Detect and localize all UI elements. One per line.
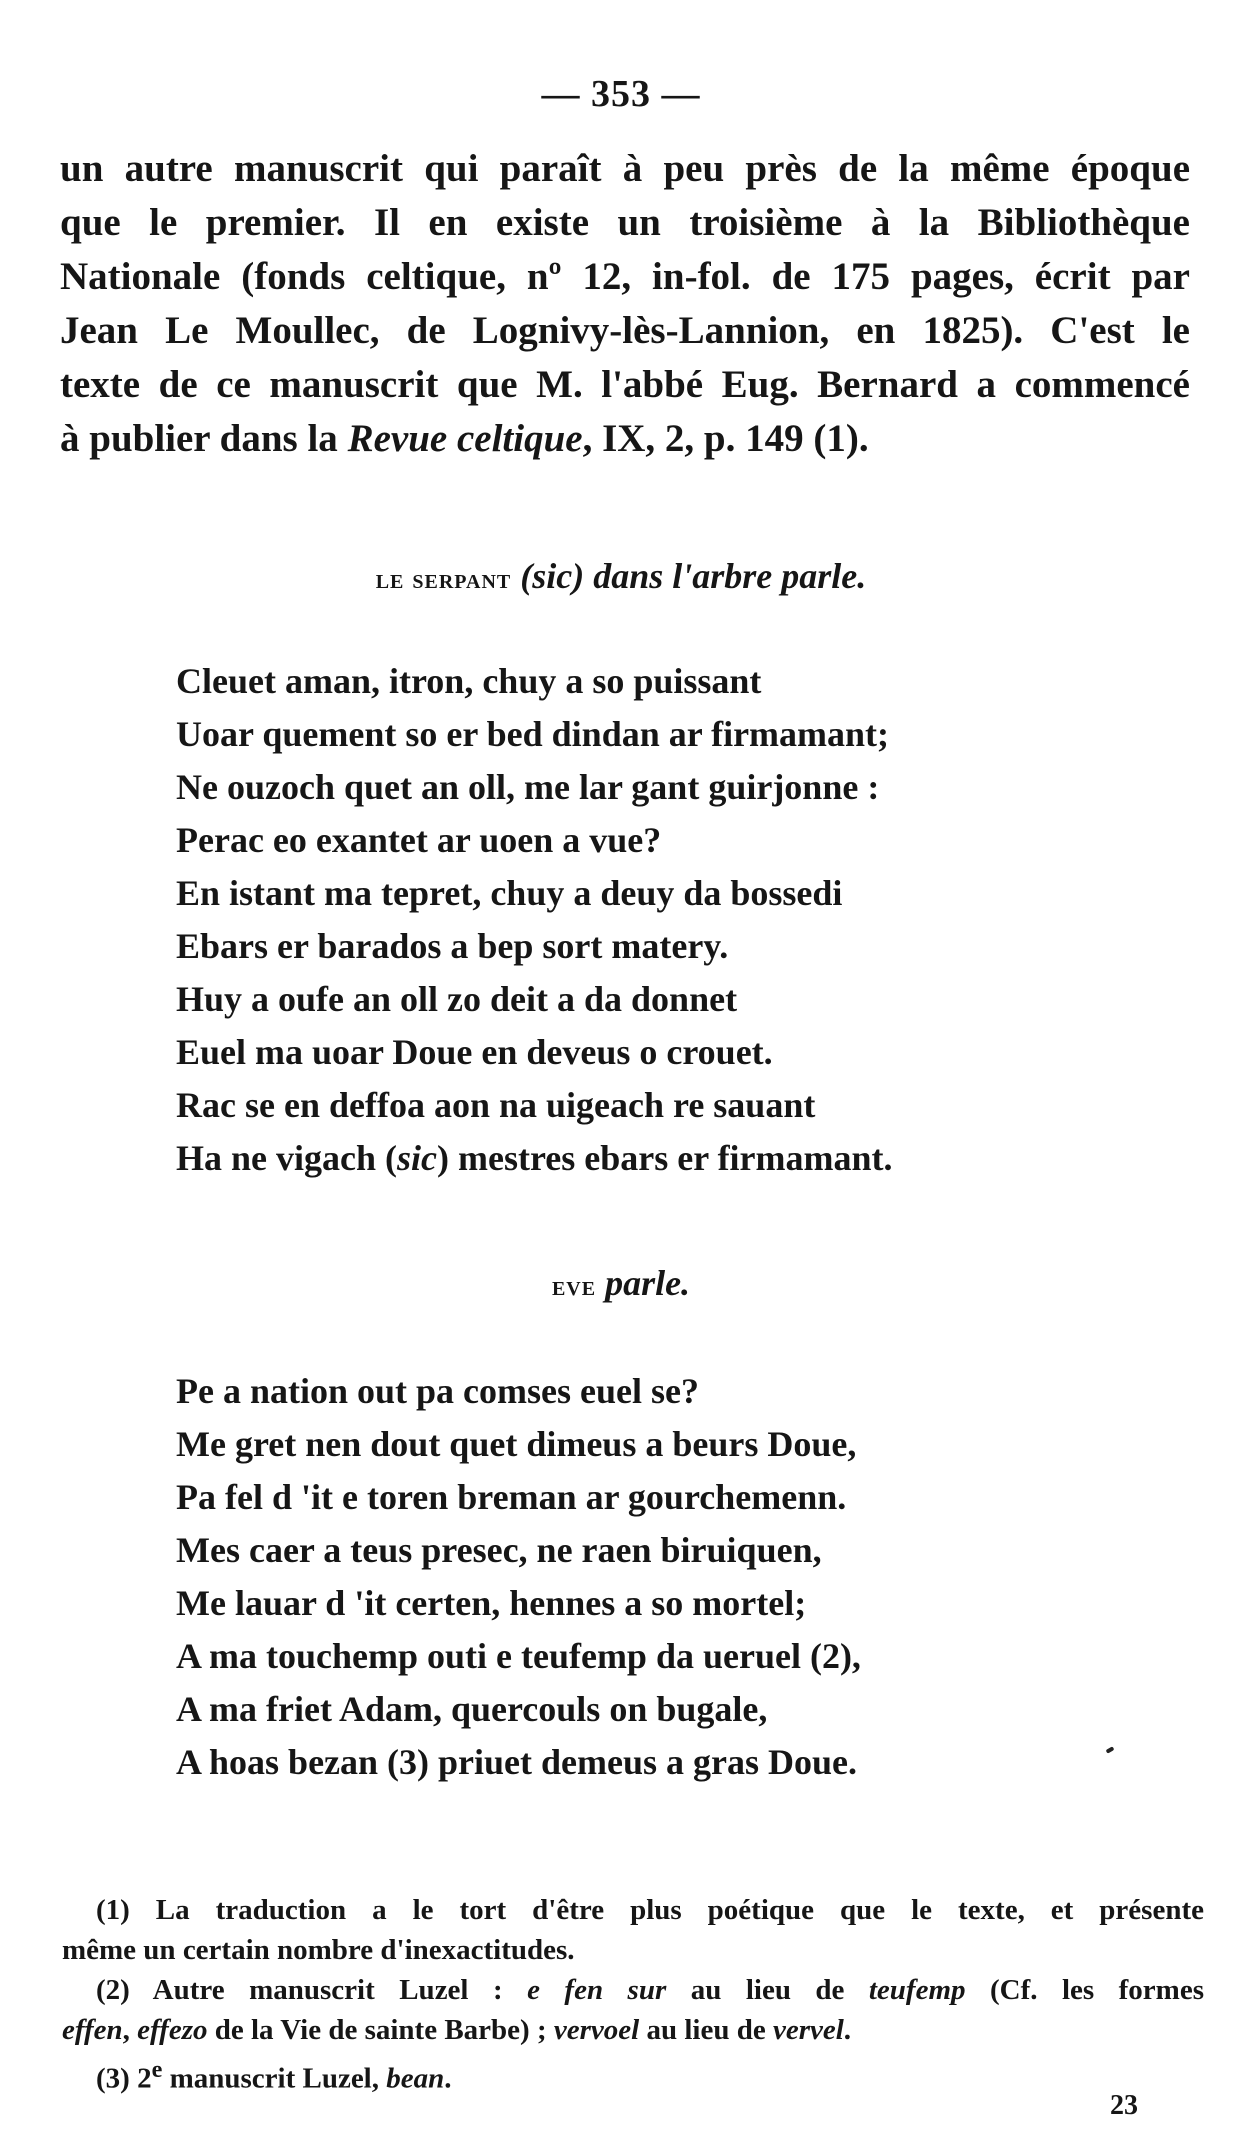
footnote-text: manuscrit Luzel, [162, 2062, 387, 2095]
speaker-name: eve [551, 1271, 597, 1302]
verse-serpent [176, 655, 1176, 1185]
footnote-italic: e fen sur [527, 1974, 667, 2006]
intro-last-before: à publier dans la [60, 417, 348, 460]
footnote-3 [62, 2050, 1204, 2099]
footnote-2-line-2 [62, 2010, 1204, 2050]
verse-line: Pe a nation out pa comses euel se? [176, 1371, 699, 1411]
verse-line: A ma friet Adam, quercouls on bugale, [176, 1689, 768, 1729]
footnote-italic: effezo [137, 2014, 208, 2046]
intro-line: Jean Le Moullec, de Lognivy-lès-Lannion, en 1825). C'est le [60, 309, 1190, 352]
footnote-text: au lieu de [666, 1974, 869, 2006]
verse-last-before: Ha ne vigach ( [176, 1138, 397, 1178]
intro-last-after: , IX, 2, p. 149 (1). [582, 417, 869, 460]
intro-paragraph [60, 142, 1190, 466]
heading-rest: parle. [596, 1263, 691, 1303]
signature-mark: 23 [1110, 2090, 1138, 2121]
footnote-text: (3) 2 [96, 2062, 152, 2095]
verse-line: A hoas bezan (3) priuet demeus a gras Doue. [176, 1742, 857, 1782]
section-heading-eve [0, 1262, 1242, 1304]
verse-line: Uoar quement so er bed dindan ar firmamant; [176, 714, 890, 754]
verse-last-after: ) mestres ebars er firmamant. [437, 1138, 893, 1178]
footnote-text: , [122, 2014, 138, 2046]
footnote-2-line-1 [62, 1970, 1204, 2010]
verse-line-last [176, 1132, 1176, 1185]
heading-rest: dans l'arbre parle. [584, 556, 867, 596]
verse-line: Perac eo exantet ar uoen a vue? [176, 820, 662, 860]
footnote-italic: vervel [772, 2014, 844, 2046]
footnote-italic: effen [62, 2014, 123, 2046]
footnote-italic: vervoel [553, 2014, 640, 2046]
sic-note: (sic) [520, 556, 585, 596]
verse-line: Euel ma uoar Doue en deveus o crouet. [176, 1032, 773, 1072]
verse-line: Me gret nen dout quet dimeus a beurs Doue, [176, 1424, 857, 1464]
intro-line: texte de ce manuscrit que M. l'abbé Eug. Bernard a commencé [60, 363, 1190, 406]
journal-title: Revue celtique [347, 417, 583, 460]
footnote-text: . [444, 2062, 452, 2095]
verse-line: Pa fel d 'it e toren breman ar gourchemenn. [176, 1477, 847, 1517]
verse-line: Cleuet aman, itron, chuy a so puissant [176, 661, 762, 701]
speaker-name: le serpant [375, 564, 512, 595]
footnote-text: . [843, 2014, 852, 2046]
footnote-italic: bean [386, 2062, 445, 2095]
verse-line: Mes caer a teus presec, ne raen biruiquen, [176, 1530, 822, 1570]
verse-line: Huy a oufe an oll zo deit a da donnet [176, 979, 738, 1019]
footnote-text: (Cf. les formes [965, 1974, 1204, 2006]
intro-line: un autre manuscrit qui paraît à peu près de la même époque [60, 147, 1190, 190]
footnote-1-line-2: même un certain nombre d'inexactitudes. [62, 1934, 575, 1966]
footnote-superscript: e [151, 2056, 163, 2083]
verse-line: En istant ma tepret, chuy a deuy da bossedi [176, 873, 843, 913]
verse-eve [176, 1365, 1176, 1789]
intro-line: Nationale (fonds celtique, nº 12, in-fol. de 175 pages, écrit par [60, 255, 1190, 298]
footnotes [62, 1890, 1204, 2099]
intro-line-last [60, 412, 1190, 466]
intro-line: que le premier. Il en existe un troisième à la Bibliothèque [60, 201, 1190, 244]
section-heading-serpent [0, 555, 1242, 597]
footnote-text: de la Vie de sainte Barbe) ; [207, 2014, 554, 2046]
verse-sic: sic [397, 1138, 437, 1178]
verse-line: A ma touchemp outi e teufemp da ueruel (2), [176, 1636, 861, 1676]
verse-line: Rac se en deffoa aon na uigeach re sauant [176, 1085, 816, 1125]
footnote-text: (2) Autre manuscrit Luzel : [96, 1974, 528, 2006]
page-number: — 353 — [541, 73, 701, 115]
footnote-1-line-1: (1) La traduction a le tort d'être plus poétique que le texte, et présente [96, 1894, 1204, 1926]
verse-line: Ne ouzoch quet an oll, me lar gant guirjonne : [176, 767, 880, 807]
verse-line: Me lauar d 'it certen, hennes a so mortel; [176, 1583, 807, 1623]
footnote-italic: teufemp [868, 1974, 966, 2006]
footnote-text: au lieu de [639, 2014, 773, 2046]
verse-line: Ebars er barados a bep sort matery. [176, 926, 729, 966]
